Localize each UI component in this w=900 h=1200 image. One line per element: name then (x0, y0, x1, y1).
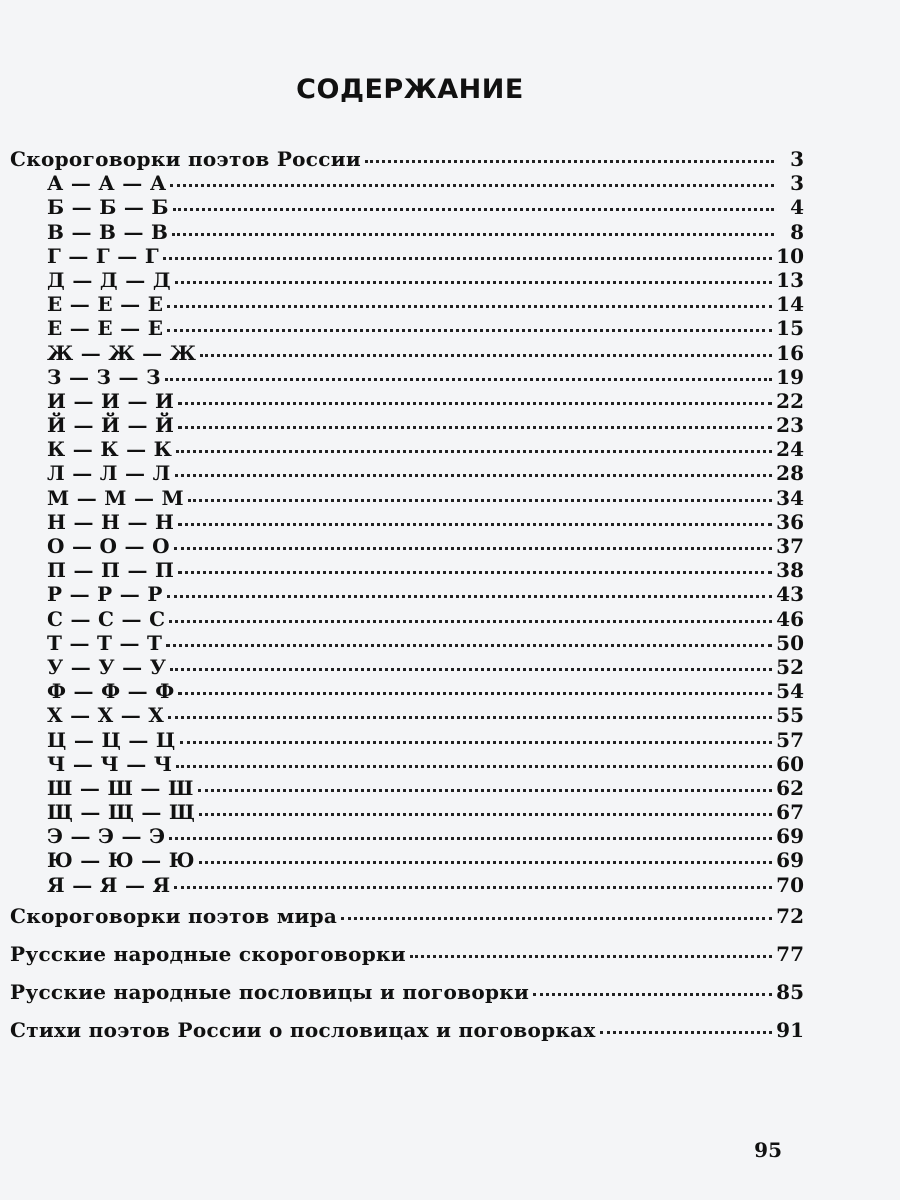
dot-leader (166, 644, 772, 647)
toc-entry (10, 244, 804, 268)
dot-leader (200, 354, 772, 357)
dot-leader (178, 692, 772, 695)
toc-entry-text: Скороговорки поэтов мира (10, 903, 338, 928)
toc-page-number: 15 (776, 316, 804, 341)
toc-entry (10, 776, 804, 800)
toc-page-number: 57 (776, 727, 804, 752)
dot-leader (167, 595, 772, 598)
toc-entry (10, 679, 804, 703)
toc-entry (10, 631, 804, 655)
dot-leader (176, 450, 772, 453)
toc-entry-text: Д — Д — Д (47, 267, 171, 292)
toc-page-number: 10 (776, 243, 804, 268)
dot-leader (174, 886, 772, 889)
toc-page-number: 23 (776, 413, 804, 438)
toc-page-number: 43 (776, 582, 804, 607)
toc-entry (10, 824, 804, 848)
toc-entry (10, 752, 804, 776)
toc-entry-text: Ц — Ц — Ц (47, 727, 176, 752)
toc-page-number: 50 (776, 630, 804, 655)
dot-leader (169, 837, 772, 840)
dot-leader (341, 917, 772, 920)
toc-section (10, 147, 804, 171)
dot-leader (169, 620, 772, 623)
toc-page-number: 34 (776, 485, 804, 510)
toc-entry-text: Стихи поэтов России о пословицах и поговорках (10, 1017, 596, 1042)
toc-page-number: 4 (790, 195, 804, 220)
toc-entry-text: В — В — В (47, 219, 169, 244)
toc-entry (10, 461, 804, 485)
dot-leader (410, 955, 772, 958)
dot-leader (178, 523, 772, 526)
toc-entry-text: Н — Н — Н (47, 509, 175, 534)
toc-entry (10, 534, 804, 558)
toc-entry-text: И — И — И (47, 388, 175, 413)
dot-leader (180, 741, 773, 744)
dot-leader (178, 571, 772, 574)
toc-entry (10, 437, 804, 461)
dot-leader (165, 378, 772, 381)
toc-entry (10, 389, 804, 413)
dot-leader (178, 426, 772, 429)
toc-entry-text: Ш — Ш — Ш (47, 775, 194, 800)
toc-page-number: 3 (790, 171, 804, 196)
toc-page-number: 72 (776, 903, 804, 928)
toc-entry-text: Скороговорки поэтов России (10, 147, 362, 171)
toc-page-number: 55 (776, 703, 804, 728)
toc-entry-text: Г — Г — Г (47, 243, 159, 268)
toc-entry-text: Я — Я — Я (47, 872, 171, 897)
toc-page-number: 69 (776, 824, 804, 849)
toc-page-number: 67 (776, 800, 804, 825)
toc-page-number: 8 (790, 219, 804, 244)
toc-entry (10, 292, 804, 316)
toc-section (10, 942, 804, 973)
toc-entry (10, 365, 804, 389)
toc-page-number: 36 (776, 509, 804, 534)
toc-page-number: 22 (776, 388, 804, 413)
toc-page-number: 14 (776, 292, 804, 317)
toc-page-number: 70 (776, 872, 804, 897)
toc-entry-text: Й — Й — Й (47, 413, 175, 438)
toc-page-number: 54 (776, 679, 804, 704)
toc-page-number: 52 (776, 654, 804, 679)
toc-page-number: 62 (776, 775, 804, 800)
toc-entry (10, 582, 804, 606)
dot-leader (365, 160, 774, 163)
dot-leader (174, 547, 772, 550)
page-title: СОДЕРЖАНИЕ (296, 74, 524, 105)
toc-section (10, 1018, 804, 1049)
toc-entry-text: Ж — Ж — Ж (47, 340, 197, 365)
dot-leader (199, 813, 772, 816)
toc-page-number: 16 (776, 340, 804, 365)
toc-entry-text: Ч — Ч — Ч (47, 751, 173, 776)
toc-entry-text: У — У — У (47, 654, 167, 679)
toc-entry-text: Щ — Щ — Щ (47, 800, 196, 825)
toc-entry-text: О — О — О (47, 534, 170, 558)
toc-entry (10, 268, 804, 292)
dot-leader (198, 789, 773, 792)
toc-entry-text: Е — Е — Е (47, 316, 164, 341)
dot-leader (173, 208, 774, 211)
dot-leader (170, 184, 774, 187)
toc-page-number: 91 (776, 1017, 804, 1042)
toc-entry-text: С — С — С (47, 606, 166, 631)
toc-entry-text: Л — Л — Л (47, 461, 171, 486)
toc-entry-text: Русские народные скороговорки (10, 941, 406, 966)
toc-page-number: 69 (776, 848, 804, 873)
toc-page-number: 85 (776, 979, 804, 1004)
dot-leader (188, 499, 772, 502)
toc-page-number: 24 (776, 437, 804, 462)
toc-page-number: 46 (776, 606, 804, 631)
toc-entry-text: Ф — Ф — Ф (47, 679, 175, 704)
toc-entry (10, 607, 804, 631)
toc-page-number: 37 (776, 534, 804, 558)
toc-entry-text: Х — Х — Х (47, 703, 165, 728)
table-of-contents (10, 147, 804, 1049)
dot-leader (178, 402, 772, 405)
dot-leader (167, 329, 772, 332)
page-number: 95 (754, 1138, 782, 1162)
toc-entry (10, 873, 804, 897)
dot-leader (172, 233, 774, 236)
toc-entry-text: М — М — М (47, 485, 184, 510)
toc-entry-text: З — З — З (47, 364, 161, 389)
dot-leader (176, 765, 772, 768)
toc-entry-text: Э — Э — Э (47, 824, 166, 849)
toc-page-number: 38 (776, 558, 804, 583)
dot-leader (199, 861, 772, 864)
toc-entry-text: Р — Р — Р (47, 582, 163, 607)
toc-page-number: 28 (776, 461, 804, 486)
toc-entry (10, 510, 804, 534)
toc-page-number: 60 (776, 751, 804, 776)
toc-entry (10, 486, 804, 510)
toc-page-number: 3 (790, 147, 804, 171)
toc-entry (10, 558, 804, 582)
toc-entry-text: Е — Е — Е (47, 292, 164, 317)
toc-entry (10, 703, 804, 727)
dot-leader (175, 281, 772, 284)
toc-entry-text: П — П — П (47, 558, 175, 583)
dot-leader (175, 474, 773, 477)
toc-entry-text: Русские народные пословицы и поговорки (10, 979, 530, 1004)
toc-entry-text: А — А — А (47, 171, 167, 196)
dot-leader (167, 305, 772, 308)
toc-entry (10, 220, 804, 244)
toc-page-number: 19 (776, 364, 804, 389)
toc-entry (10, 800, 804, 824)
dot-leader (170, 668, 772, 671)
toc-page-number: 77 (776, 941, 804, 966)
toc-entry-text: К — К — К (47, 437, 173, 462)
toc-entry-text: Ю — Ю — Ю (47, 848, 195, 873)
toc-entry (10, 728, 804, 752)
dot-leader (600, 1031, 773, 1034)
dot-leader (163, 257, 772, 260)
toc-entry-text: Б — Б — Б (47, 195, 169, 220)
toc-entry (10, 413, 804, 437)
toc-entry (10, 341, 804, 365)
toc-page-number: 13 (776, 267, 804, 292)
toc-entry (10, 655, 804, 679)
dot-leader (533, 993, 772, 996)
toc-entry (10, 316, 804, 340)
toc-entry-text: Т — Т — Т (47, 630, 163, 655)
toc-section (10, 904, 804, 935)
dot-leader (168, 716, 772, 719)
toc-entry (10, 171, 804, 195)
toc-section (10, 980, 804, 1011)
toc-entry (10, 848, 804, 872)
toc-entry (10, 195, 804, 219)
